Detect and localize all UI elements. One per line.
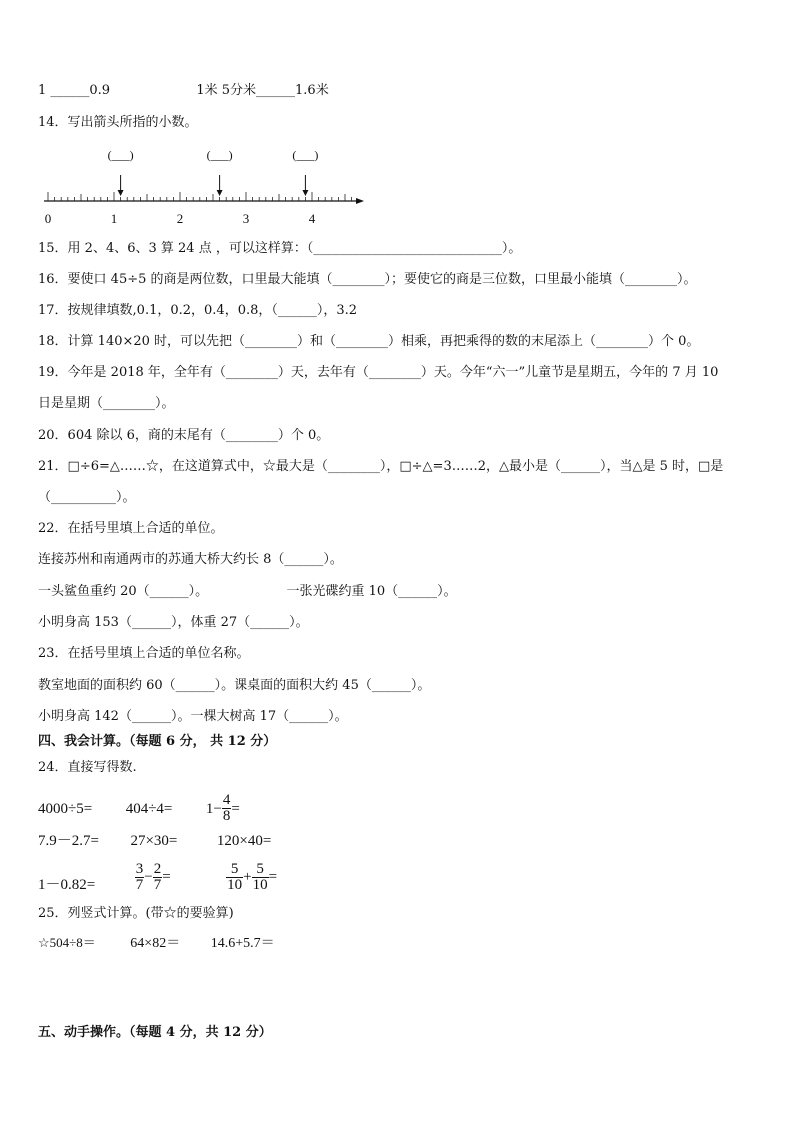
fraction-denominator: 7 (153, 877, 162, 893)
q25-a[interactable]: ☆504÷8＝ (38, 935, 96, 950)
q22-title: 22．在括号里填上合适的单位。 (38, 521, 224, 536)
q13-compare-left[interactable]: 1 ______0.9 (38, 83, 111, 98)
section-4-heading: 四、我会计算。（每题 6 分， 共 12 分） (38, 734, 277, 749)
fraction-denominator: 7 (135, 877, 144, 893)
q22-line2-b[interactable]: 一张光碟约重 10（______）。 (286, 584, 457, 599)
q24-r3c-op: + (243, 868, 252, 885)
q20-text[interactable]: 20．604 除以 6，商的末尾有（________）个 0。 (38, 428, 330, 443)
q15-text[interactable]: 15．用 2、4、6、3 算 24 点 ，可以这样算：（_____________________________）。 (38, 241, 522, 256)
q24-r1a[interactable]: 4000÷5= (38, 800, 93, 817)
q19-line2[interactable]: 日是星期（________）。 (38, 396, 175, 411)
tick-label-2: 2 (176, 211, 184, 226)
arrow-2-head (217, 190, 223, 196)
q24-r1c[interactable] (205, 792, 240, 824)
q24-r1c-fraction (222, 793, 232, 824)
fraction-numerator: 4 (222, 792, 231, 808)
tick-label-4: 4 (308, 211, 316, 226)
q24-r3c-post: = (268, 868, 278, 885)
tick-label-1: 1 (110, 211, 118, 226)
q24-r2c[interactable]: 120×40= (216, 833, 272, 849)
q24-row2 (38, 832, 271, 850)
number-line-arrowhead (356, 198, 364, 204)
q21-line2[interactable]: （__________）。 (38, 490, 136, 505)
q24-r3b-frac2 (153, 862, 163, 893)
fraction-numerator: 3 (135, 861, 144, 877)
section-5-heading: 五、动手操作。（每题 4 分，共 12 分） (38, 1025, 272, 1040)
q14-number-line (38, 145, 378, 234)
q24-r3c-frac2 (252, 862, 269, 893)
q24-r1c-pre: 1− (205, 800, 222, 817)
q18-text[interactable]: 18．计算 140×20 时，可以先把（________）和（________）相乘，再把乘得的数的末尾添上（________）个 0。 (38, 334, 700, 349)
q25-c[interactable]: 14.6+5.7＝ (210, 936, 275, 951)
q22-line2 (38, 583, 457, 601)
q24-row1 (38, 794, 240, 825)
q22-line2-a[interactable]: 一头鲨鱼重约 20（______）。 (38, 584, 209, 599)
fraction-denominator: 8 (222, 808, 231, 824)
tick-label-0: 0 (44, 211, 52, 226)
q23-title: 23．在括号里填上合适的单位名称。 (38, 646, 250, 661)
q24-r3a[interactable]: 1－0.82= (38, 876, 96, 893)
q22-line1[interactable]: 连接苏州和南通两市的苏通大桥大约长 8（______）。 (38, 552, 343, 567)
arrow-1-blank[interactable]: (___) (107, 148, 134, 162)
q24-r3b-frac1 (135, 862, 145, 893)
fraction-denominator: 10 (227, 877, 243, 893)
q25-title: 25．列竖式计算。(带☆的要验算) (38, 906, 234, 921)
q24-title: 24．直接写得数. (38, 760, 137, 775)
q13-compare-right[interactable]: 1米 5分米______1.6米 (196, 83, 329, 98)
q13-compare-row (38, 82, 329, 100)
q14-text: 14．写出箭头所指的小数。 (38, 115, 198, 130)
q24-r2a[interactable]: 7.9－2.7= (38, 833, 99, 849)
fraction-numerator: 5 (226, 862, 243, 878)
q24-r3b[interactable] (135, 861, 175, 893)
fraction-numerator: 2 (153, 861, 162, 877)
q19-line1[interactable]: 19．今年是 2018 年，全年有（________）天，去年有（________）天。今年“六一”儿童节是星期五，今年的 7 月 10 (38, 365, 719, 380)
arrow-3-blank[interactable]: (___) (292, 148, 319, 162)
q25-row (38, 934, 275, 953)
arrow-3-head (302, 190, 308, 196)
q23-line1[interactable]: 教室地面的面积约 60（______）。课桌面的面积大约 45（______）。 (38, 678, 431, 693)
q24-r3c[interactable] (226, 861, 278, 893)
q24-row3 (38, 862, 277, 893)
q24-r3b-post: = (162, 868, 171, 885)
q24-r1b[interactable]: 404÷4= (125, 800, 173, 817)
q24-r3b-op: − (144, 868, 153, 885)
q24-r2b[interactable]: 27×30= (130, 833, 178, 849)
q23-line2[interactable]: 小明身高 142（______）。一棵大树高 17（______）。 (38, 709, 348, 724)
q16-text[interactable]: 16．要使口 45÷5 的商是两位数，口里最大能填（________）；要使它的商是三位数，口里最小能填（________）。 (38, 272, 697, 287)
arrow-1-head (118, 190, 124, 196)
fraction-denominator: 10 (252, 877, 268, 893)
number-line-svg (38, 145, 378, 230)
q24-r1c-post: = (231, 800, 240, 817)
fraction-numerator: 5 (252, 862, 269, 878)
arrow-2-blank[interactable]: (___) (206, 148, 233, 162)
q25-b[interactable]: 64×82＝ (130, 936, 181, 951)
tick-label-3: 3 (242, 211, 250, 226)
q22-line3[interactable]: 小明身高 153（______），体重 27（______）。 (38, 615, 309, 630)
q17-text[interactable]: 17．按规律填数,0.1，0.2，0.4，0.8，（______），3.2 (38, 303, 358, 318)
q24-r3c-frac1 (226, 862, 243, 893)
q21-line1[interactable]: 21．□÷6=△……☆，在这道算式中，☆最大是（________），□÷△=3……2，△最小是（______），当△是 5 时，□是 (38, 459, 724, 474)
